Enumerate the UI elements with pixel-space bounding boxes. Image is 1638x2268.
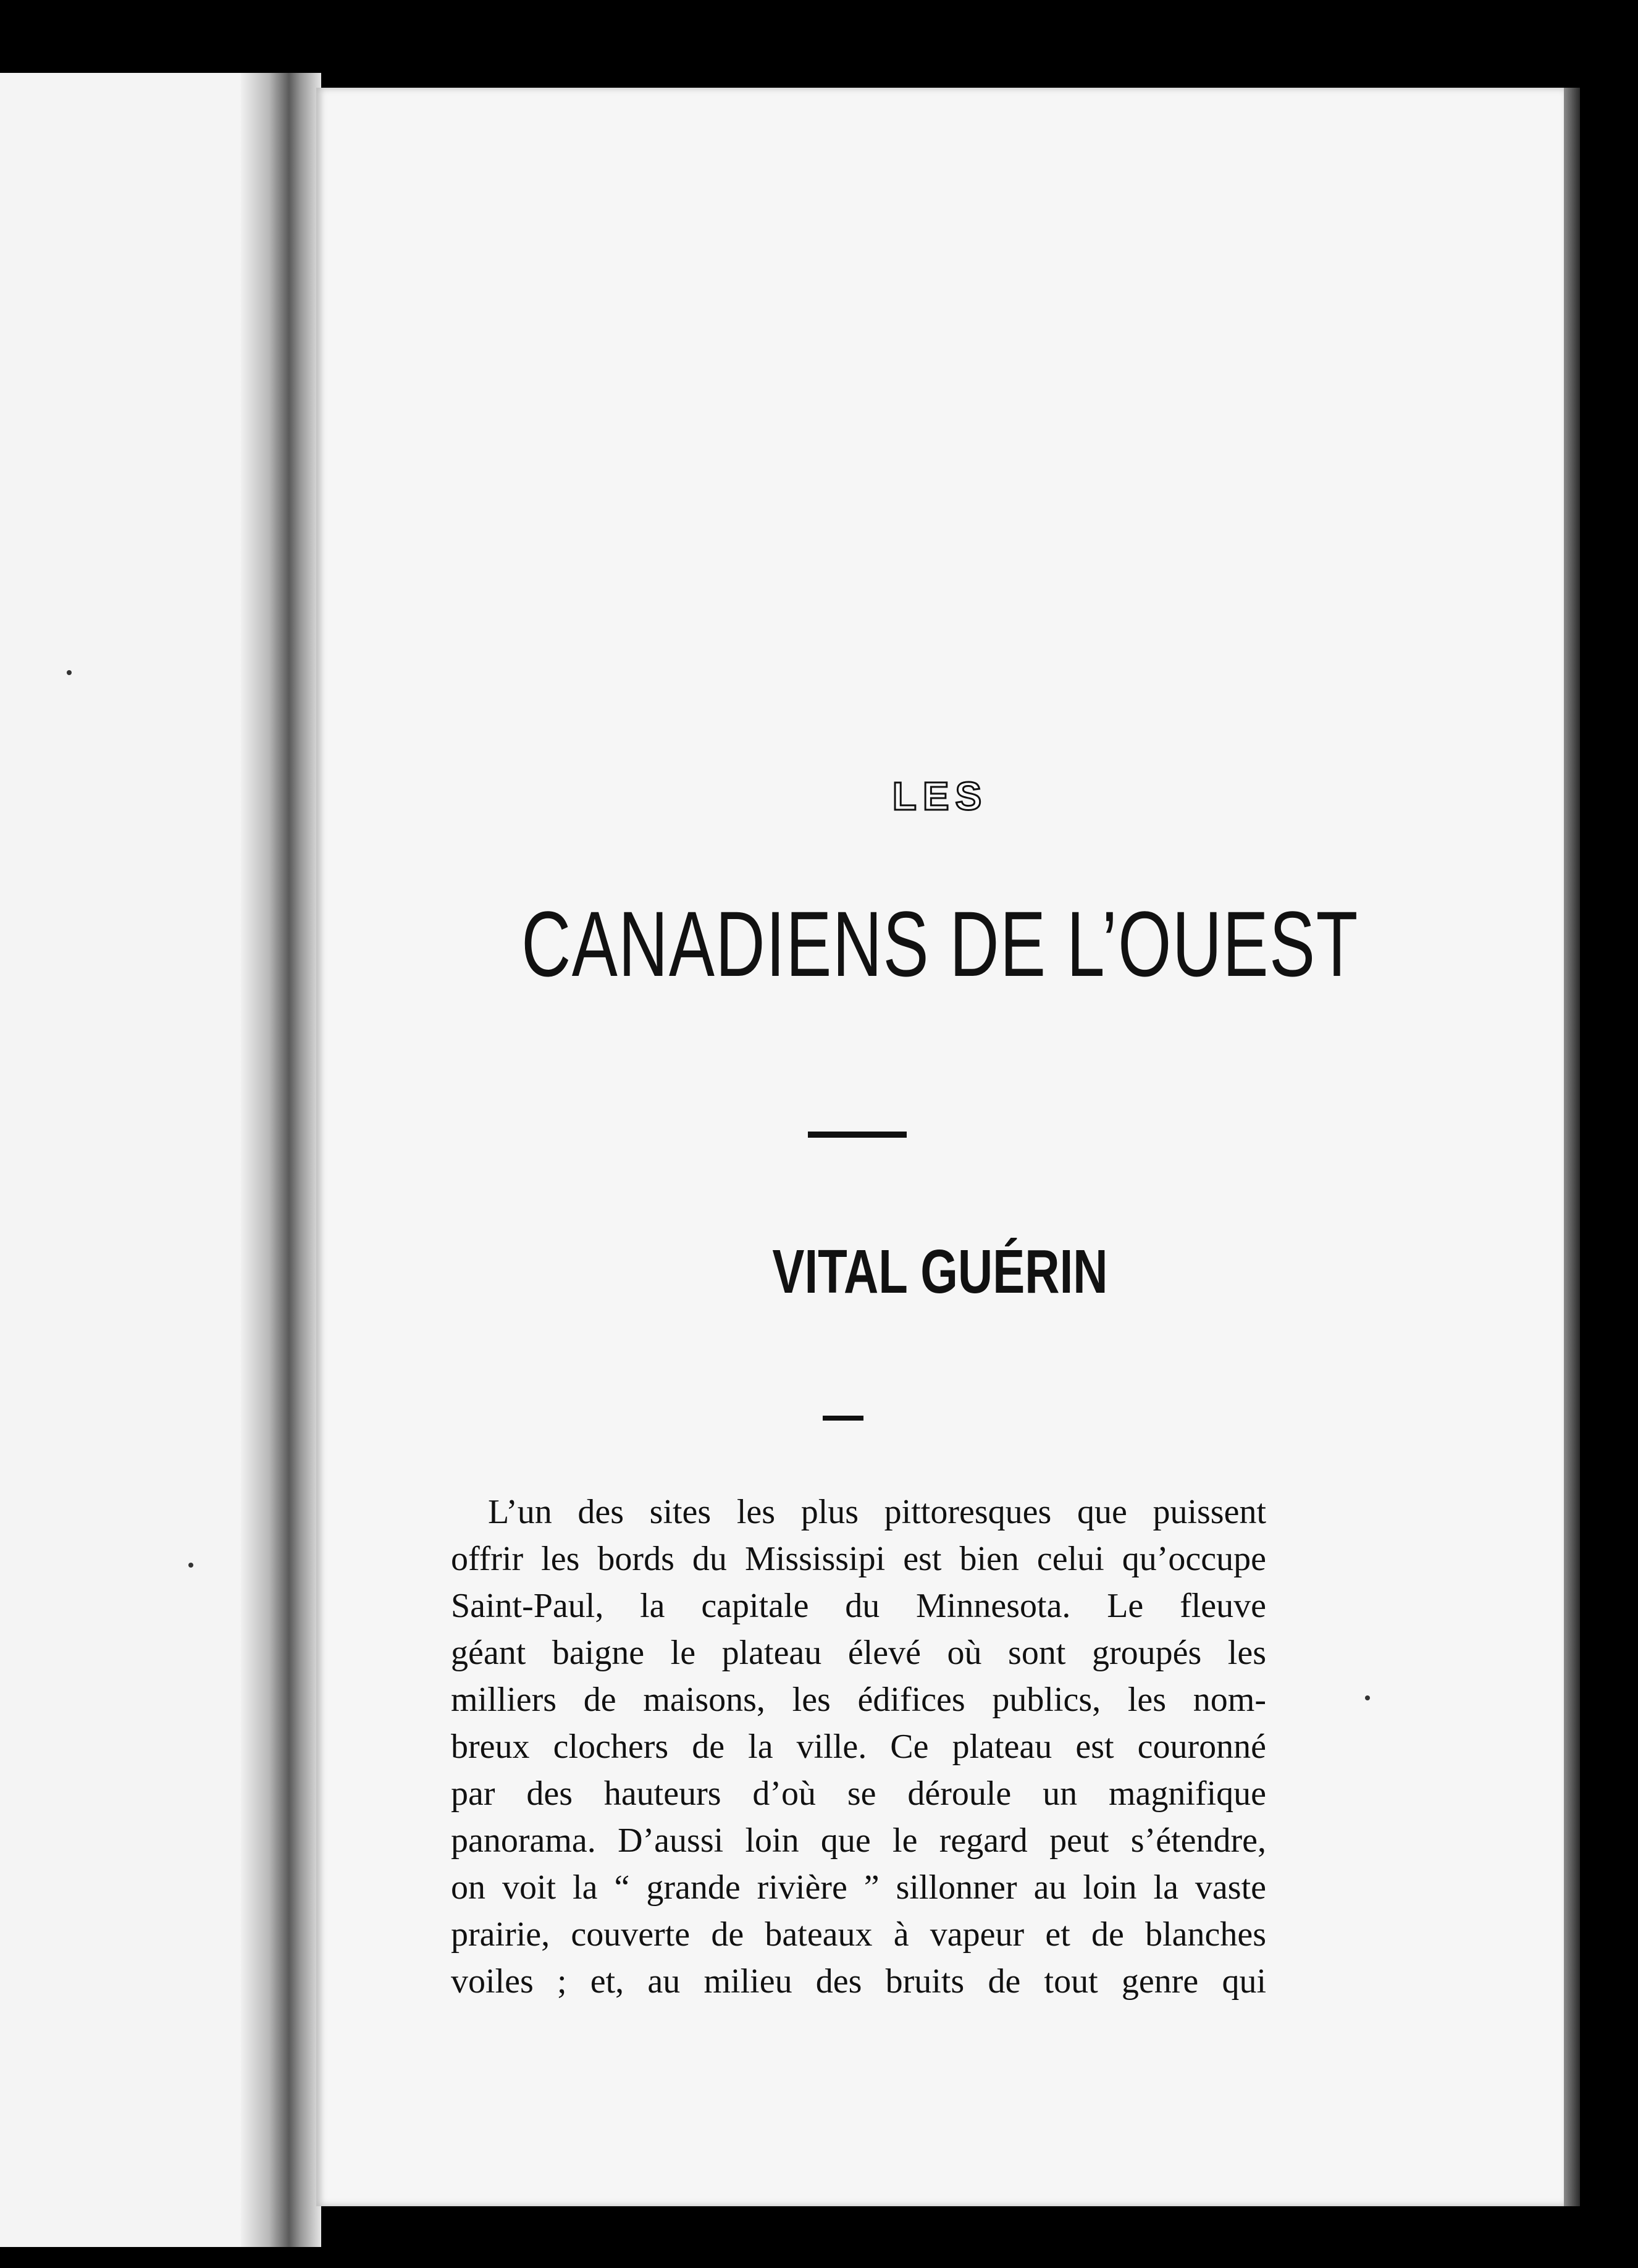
page-edge-shadow <box>1564 88 1580 2206</box>
page-title: CANADIENS DE L’OUEST <box>521 892 1359 996</box>
text-line: breux clochers de la ville. Ce plateau est couronné <box>451 1728 1266 1766</box>
body-paragraph <box>451 1489 1266 2005</box>
text-line: panorama. D’aussi loin que le regard peut s’étendre, <box>451 1821 1266 1860</box>
text-line: on voit la “ grande rivière ” sillonner au loin la vaste <box>451 1868 1266 1907</box>
chapter-title: VITAL GUÉRIN <box>772 1237 1108 1306</box>
text-line: prairie, couverte de bateaux à vapeur et de blanches <box>451 1915 1266 1954</box>
text-line: géant baigne le plateau élevé où sont groupés les <box>451 1634 1266 1672</box>
text-line: offrir les bords du Mississipi est bien celui qu’occupe <box>451 1540 1266 1578</box>
text-line: par des hauteurs d’où se déroule un magnifique <box>451 1774 1266 1813</box>
series-label: LES <box>892 774 988 818</box>
title-rule <box>808 1132 907 1138</box>
paper-speck <box>188 1563 193 1568</box>
page-content <box>316 88 1564 2206</box>
text-line: milliers de maisons, les édifices publics, les nom- <box>451 1681 1266 1719</box>
text-line: Saint-Paul, la capitale du Minnesota. Le fleuve <box>451 1587 1266 1625</box>
paper-speck <box>67 670 72 675</box>
binding-gutter <box>241 73 321 2247</box>
chapter-rule <box>823 1416 863 1421</box>
text-line: voiles ; et, au milieu des bruits de tout genre qui <box>451 1962 1266 2001</box>
text-line: L’un des sites les plus pittoresques que puissent <box>488 1493 1266 1531</box>
